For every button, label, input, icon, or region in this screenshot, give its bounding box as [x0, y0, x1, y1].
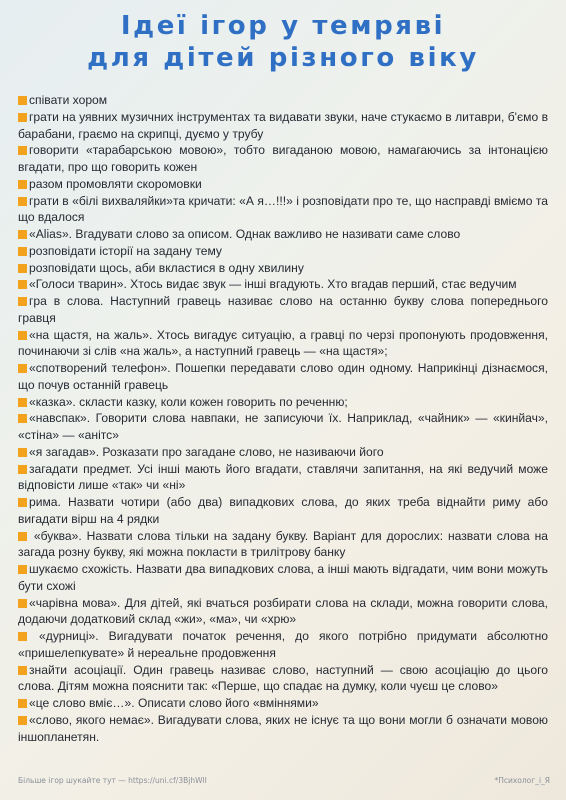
list-item-text: грати на уявних музичних інструментах та видавати звуки, наче стукаємо в литаври, б'ємо в барабани, граємо на скрипці, дуємо у трубу: [18, 109, 548, 141]
title-line-1: Ідеї ігор у темряві: [120, 11, 446, 41]
bullet-square-icon: [18, 465, 27, 474]
list-item: [18, 360, 548, 394]
list-item: [18, 712, 548, 746]
bullet-square-icon: [18, 599, 27, 608]
list-item-text: загадати предмет. Усі інші мають його вгадати, ставлячи запитання, на які ведучий може відповісти лише «так» чи «ні»: [18, 461, 548, 493]
list-item-text: «чарівна мова». Для дітей, які вчаться розбирати слова на склади, можна говорити слова, додаючи додатковий склад «жи», «ма», чи «хрю»: [18, 595, 548, 627]
list-item-text: «спотворений телефон». Пошепки передавати слово один одному. Наприкінці дізнаємося, що почув останній гравець: [18, 361, 548, 392]
list-item: [18, 461, 548, 495]
list-item: [18, 92, 548, 109]
bullet-square-icon: [18, 448, 27, 457]
list-item-text: «Alias». Вгадувати слово за описом. Однак важливо не називати саме слово: [29, 227, 461, 241]
bullet-square-icon: [18, 532, 27, 541]
list-item: [18, 410, 548, 444]
list-item: [18, 226, 548, 243]
bullet-square-icon: [18, 666, 27, 675]
list-item-text: грати в «білі вихваляйки»та кричати: «А я…!!!» і розповідати про те, що насправді вміємо та що вдалося: [18, 193, 548, 225]
list-item: [18, 276, 548, 293]
bullet-square-icon: [18, 180, 27, 189]
bullet-square-icon: [18, 297, 27, 306]
list-item: [18, 109, 548, 143]
bullet-square-icon: [18, 264, 27, 273]
list-item-text: «на щастя, на жаль». Хтось вигадує ситуацію, а гравці по черзі пропонують продовження, починаючи зі слів «на жаль», а наступний гравець — «на щастя»;: [18, 327, 548, 359]
bullet-square-icon: [18, 146, 27, 155]
list-item-text: «дурниці». Вигадувати початок речення, до якого потрібно придумати абсолютно «пришелепкувате» й нереальне продовження: [18, 629, 548, 660]
list-item-text: «буква». Назвати слова тільки на задану букву. Варіант для дорослих: назвати слова на загада розну букву, які можна покласти в трилітрову банку: [18, 528, 548, 560]
list-item-text: «Голоси тварин». Хтось видає звук — інші вгадують. Хто вгадав перший, стає ведучим: [29, 277, 517, 292]
list-item-text: рима. Назвати чотири (або два) випадкових слова, до яких треба віднайти риму або вигадати вірш на 4 рядки: [18, 495, 548, 526]
bullet-square-icon: [18, 699, 27, 708]
list-item-text: шукаємо схожість. Назвати два випадкових слова, а інші мають відгадати, чим вони можуть бути схожі: [18, 562, 548, 593]
author-signature: *Психолог_і_Я: [494, 776, 550, 785]
list-item-text: «казка». скласти казку, коли кожен говорить по реченню;: [29, 394, 348, 409]
list-item: [18, 394, 548, 411]
list-item: [18, 193, 548, 227]
list-item: [18, 327, 548, 361]
list-item: [18, 260, 548, 277]
list-item-text: разом промовляти скоромовки: [29, 176, 202, 191]
bullet-square-icon: [18, 414, 27, 423]
list-item: [18, 142, 548, 176]
bullet-square-icon: [18, 197, 27, 206]
list-item-text: говорити «тарабарською мовою», тобто вигаданою мовою, намагаючись за інтонацією вгадати, про що говорить кожен: [18, 143, 548, 174]
more-games-link[interactable]: Більше ігор шукайте тут — https://uni.cf/3BjhWlI: [18, 776, 207, 785]
bullet-square-icon: [18, 113, 27, 122]
list-item: [18, 293, 548, 327]
list-item: [18, 444, 548, 461]
list-item: [18, 528, 548, 562]
list-item: [18, 561, 548, 595]
list-item: [18, 695, 548, 712]
list-item: [18, 494, 548, 528]
bullet-square-icon: [18, 632, 27, 641]
list-item-text: гра в слова. Наступний гравець називає слово на останню букву слова попереднього гравця: [18, 294, 548, 325]
list-item-text: «слово, якого немає». Вигадувати слова, яких не існує та що вони могли б означати мовою іншопланетян.: [18, 712, 548, 744]
bullet-square-icon: [18, 565, 27, 574]
list-item-text: розповідати історії на задану тему: [29, 243, 222, 258]
title-line-2: для дітей різного віку: [87, 43, 479, 73]
page-title: [0, 10, 566, 74]
list-item-text: «це слово вміє…». Описати слово його «вміннями»: [29, 696, 319, 710]
list-item: [18, 595, 548, 629]
bullet-square-icon: [18, 96, 27, 105]
bullet-square-icon: [18, 247, 27, 256]
bullet-square-icon: [18, 280, 27, 289]
bullet-square-icon: [18, 498, 27, 507]
bullet-square-icon: [18, 398, 27, 407]
list-item-text: «я загадав». Розказати про загадане слово, не називаючи його: [29, 444, 384, 459]
list-item-text: «навспак». Говорити слова навпаки, не записуючи їх. Наприклад, «чайник» — «кинйач», «стіна» — «анітс»: [18, 411, 548, 442]
bullet-square-icon: [18, 331, 27, 340]
list-item-text: розповідати щось, аби вкластися в одну хвилину: [29, 260, 304, 275]
list-item-text: співати хором: [29, 93, 108, 107]
bullet-square-icon: [18, 716, 27, 725]
bullet-square-icon: [18, 364, 27, 373]
list-item: [18, 176, 548, 193]
list-item: [18, 628, 548, 662]
bullet-square-icon: [18, 230, 27, 239]
game-ideas-list: [18, 92, 548, 745]
list-item: [18, 662, 548, 696]
list-item: [18, 243, 548, 260]
list-item-text: знайти асоціації. Один гравець називає слово, наступний — свою асоціацію до цього слова. Дітям можна пояснити так: «Перше, що спадає на думку, коли чуєш це слово»: [18, 662, 548, 694]
